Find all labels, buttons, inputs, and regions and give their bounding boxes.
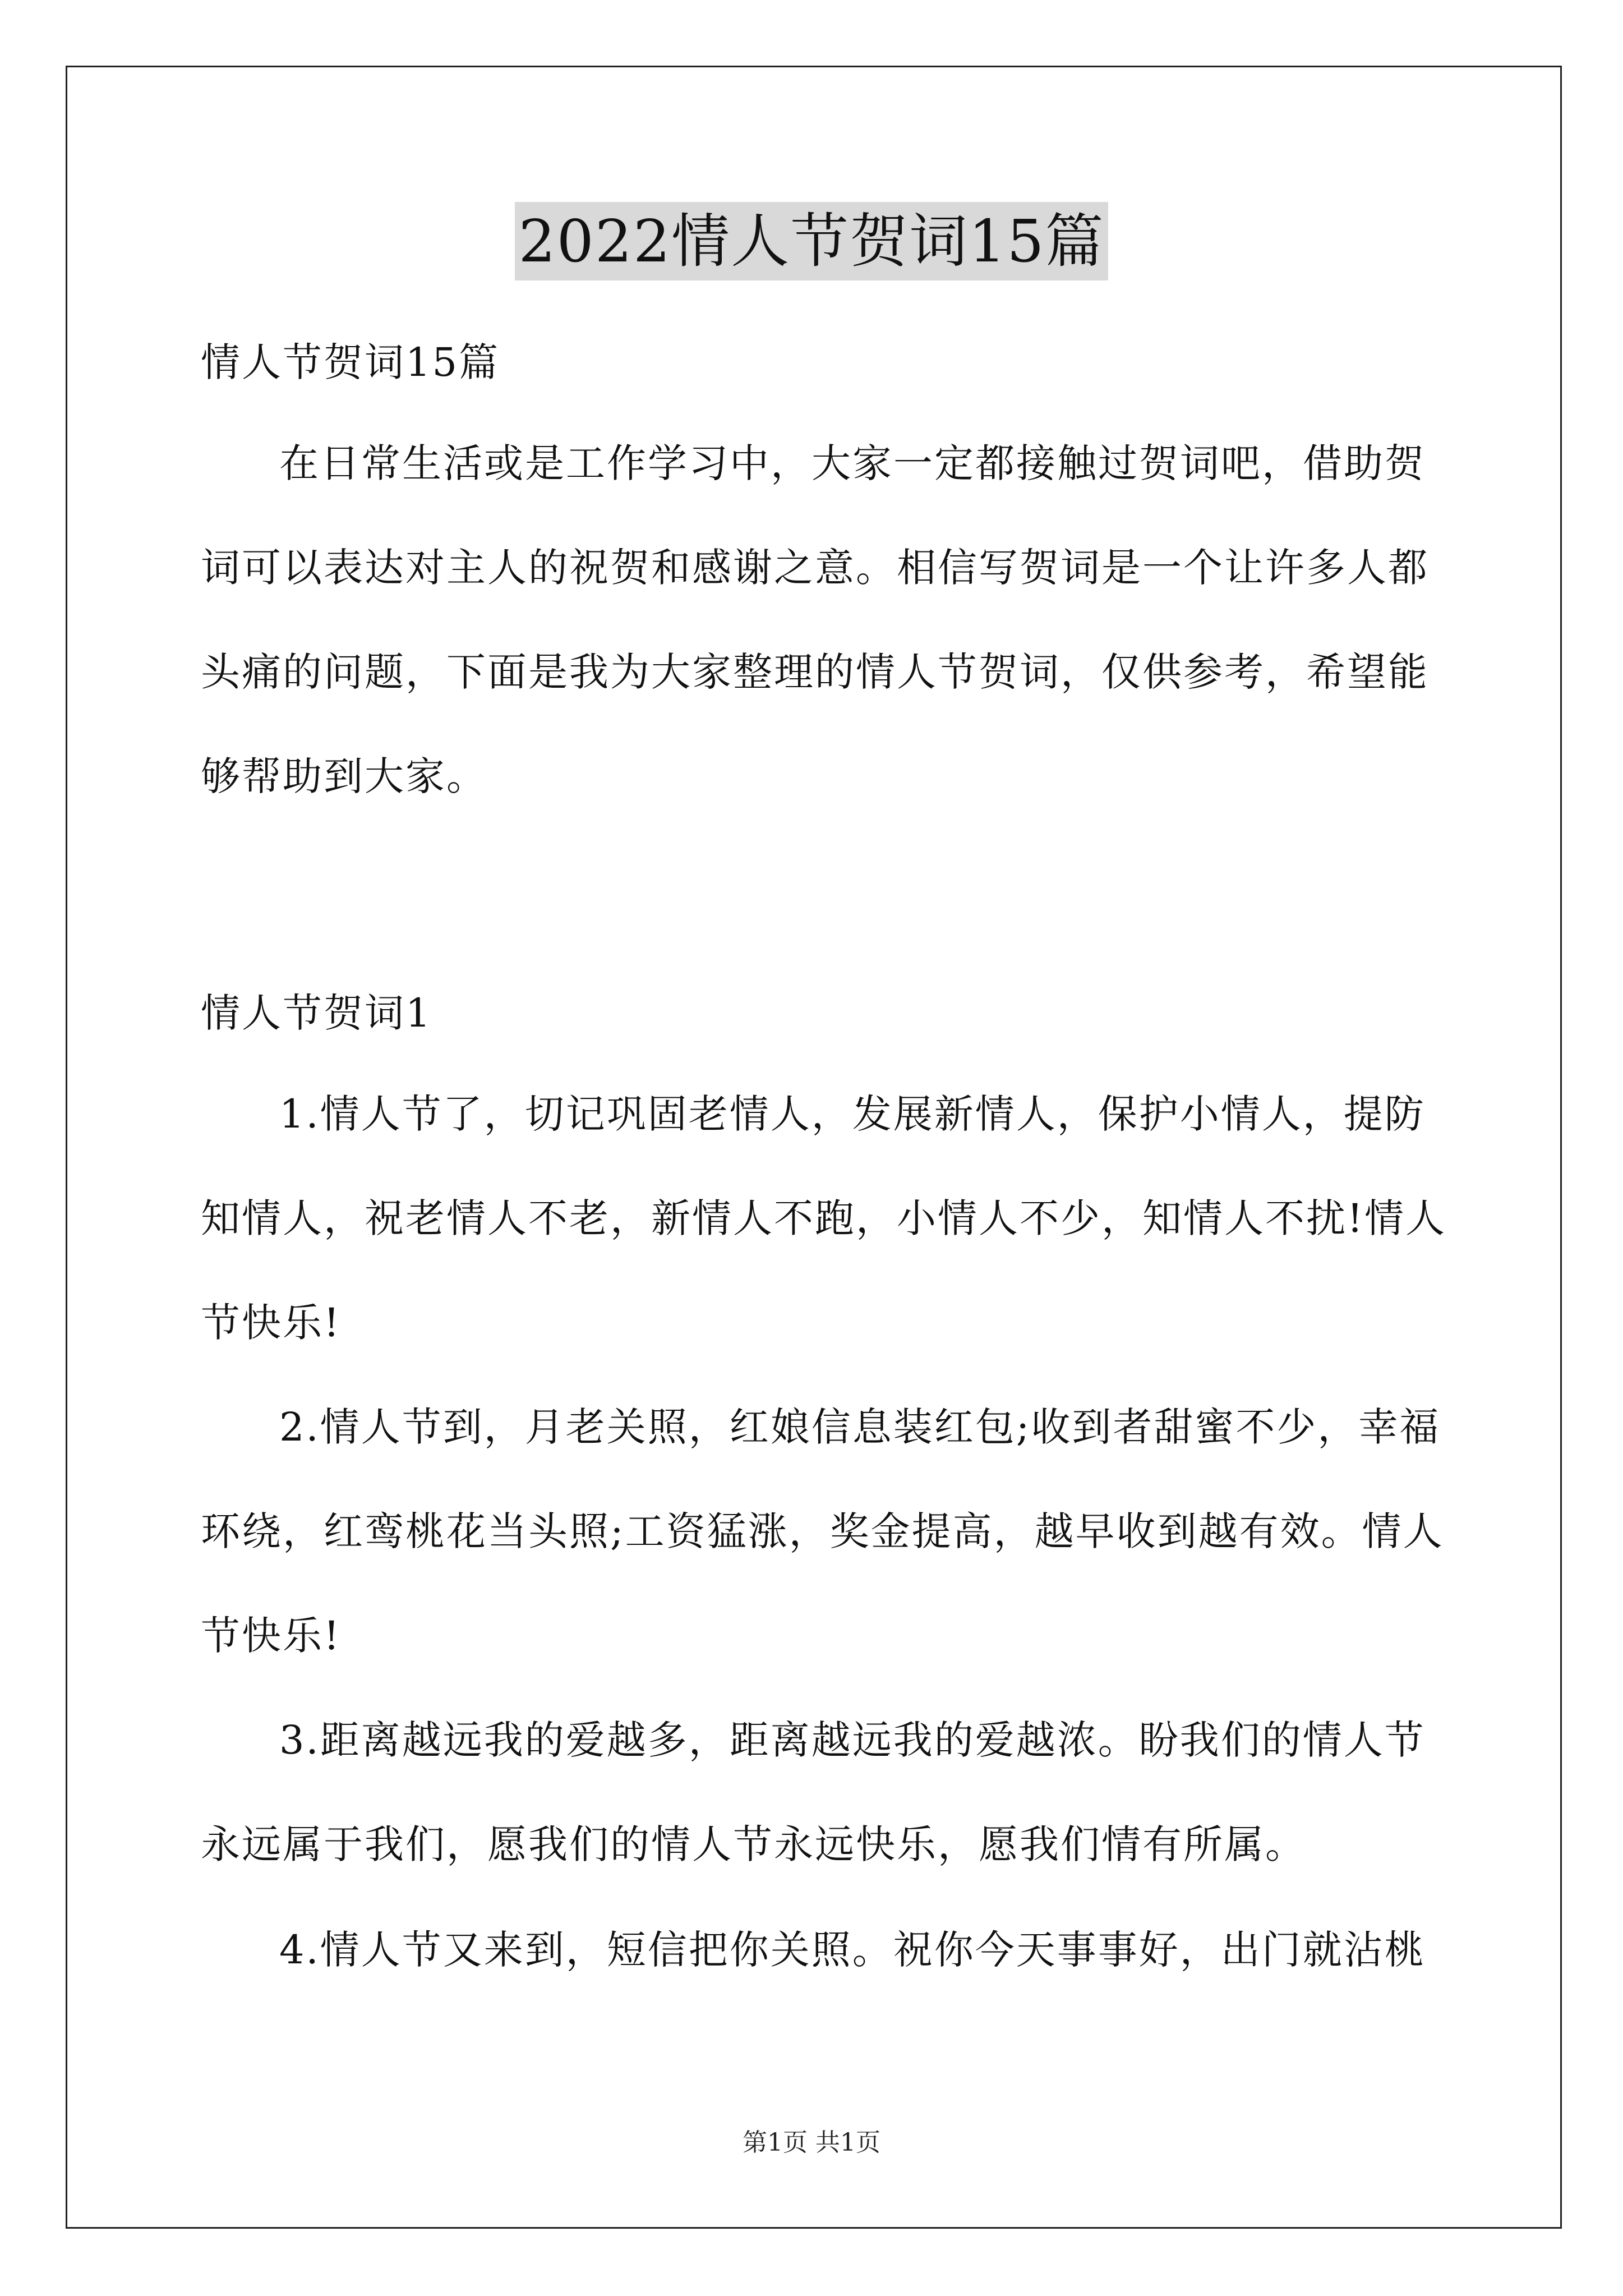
title-area <box>0 202 1623 280</box>
document-subtitle: 情人节贺词15篇 <box>201 339 500 385</box>
item-line: 4.情人节又来到，短信把你关照。祝你今天事事好，出门就沾桃 <box>279 1927 1426 1973</box>
intro-paragraph <box>201 436 1429 803</box>
list-item <box>201 1713 1426 1871</box>
item-line: 3.距离越远我的爱越多，距离越远我的爱越浓。盼我们的情人节 <box>279 1717 1426 1763</box>
page-number: 第1页 共1页 <box>743 2128 880 2157</box>
intro-line: 够帮助到大家。 <box>201 753 487 799</box>
list-item <box>201 1087 1446 1350</box>
item-line: 环绕，红鸾桃花当头照;工资猛涨，奖金提高，越早收到越有效。情人 <box>201 1508 1444 1554</box>
section-heading: 情人节贺词1 <box>201 990 432 1036</box>
item-line: 节快乐! <box>201 1300 342 1346</box>
list-item <box>201 1923 1426 1977</box>
document-title: 2022情人节贺词15篇 <box>515 202 1108 280</box>
item-line: 节快乐! <box>201 1613 342 1659</box>
item-line: 1.情人节了，切记巩固老情人，发展新情人，保护小情人，提防 <box>279 1091 1426 1137</box>
intro-line: 在日常生活或是工作学习中，大家一定都接触过贺词吧，借助贺 <box>279 440 1426 486</box>
item-line: 永远属于我们，愿我们的情人节永远快乐，愿我们情有所属。 <box>201 1821 1306 1867</box>
item-line: 知情人，祝老情人不老，新情人不跑，小情人不少，知情人不扰!情人 <box>201 1195 1447 1241</box>
list-item <box>201 1400 1444 1663</box>
intro-line: 头痛的问题，下面是我为大家整理的情人节贺词，仅供参考，希望能 <box>201 649 1429 695</box>
item-line: 2.情人节到，月老关照，红娘信息装红包;收到者甜蜜不少，幸福 <box>279 1404 1441 1450</box>
intro-line: 词可以表达对主人的祝贺和感谢之意。相信写贺词是一个让许多人都 <box>201 545 1429 591</box>
